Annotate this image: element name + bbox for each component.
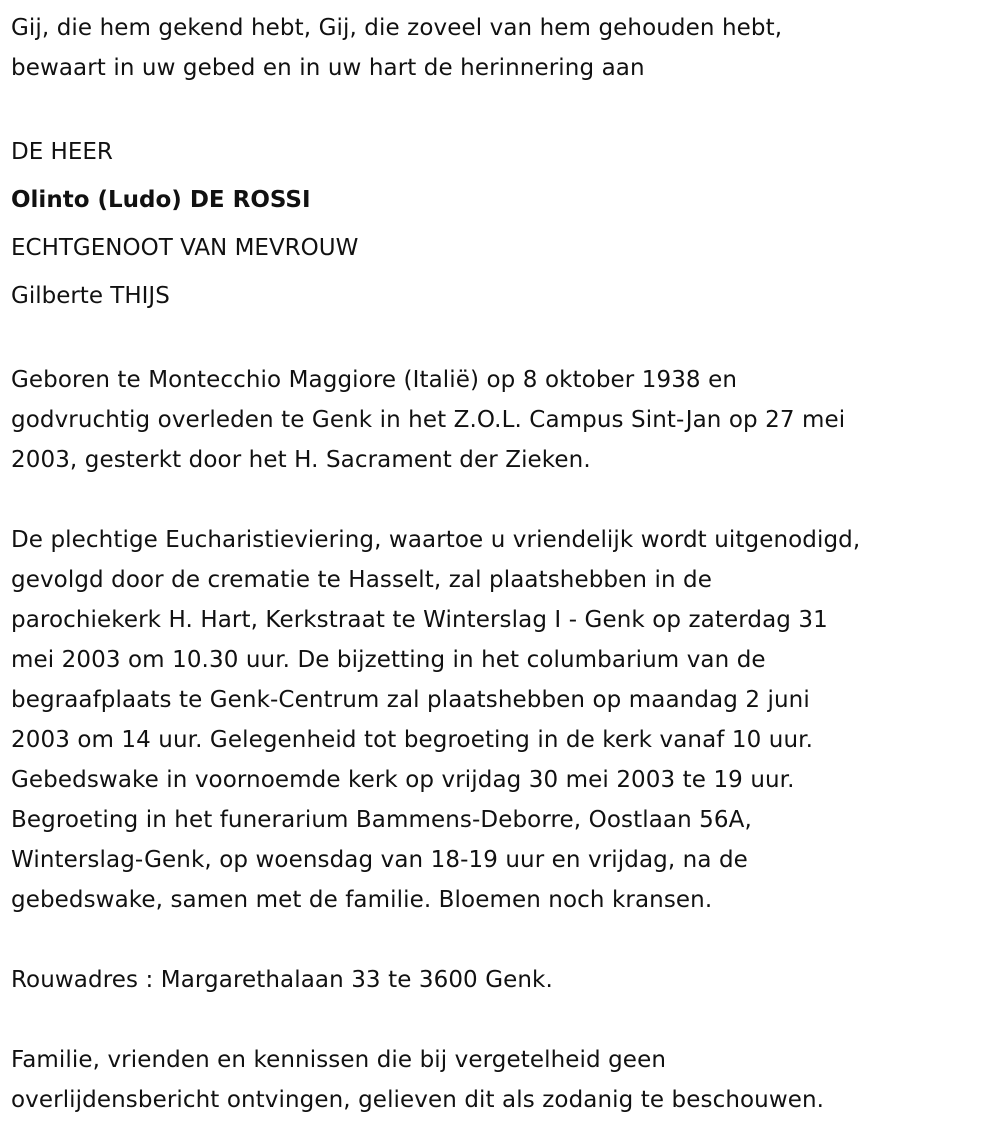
intro-paragraph: Gij, die hem gekend hebt, Gij, die zoveel van hem gehouden hebt, bewaart in uw gebed en in uw hart de herinnering aan: [11, 15, 783, 81]
ceremony-paragraph: De plechtige Eucharistieviering, waartoe u vriendelijk wordt uitgenodigd, gevolgd door de crematie te Hasselt, zal plaatshebben in de parochiekerk H. Hart, Kerkstraat te Winterslag I - Genk op zaterdag 31 mei 2003 om 10.30 uur. De bijzetting in het columbarium van de begraafplaats te Genk-Centrum zal plaatshebben op maandag 2 juni 2003 om 14 uur. Gelegenheid tot begroeting in de kerk vanaf 10 uur. Gebedswake in voornoemde kerk op vrijdag 30 mei 2003 te 19 uur. Begroeting in het funerarium Bammens-Deborre, Oostlaan 56A, Winterslag-Genk, op woensdag van 18-19 uur en vrijdag, na de gebedswake, samen met de familie. Bloemen noch kransen.: [11, 527, 861, 913]
birth-death-paragraph: Geboren te Montecchio Maggiore (Italië) op 8 oktober 1938 en godvruchtig overleden te Genk in het Z.O.L. Campus Sint-Jan op 27 mei 2003, gesterkt door het H. Sacrament der Zieken.: [11, 367, 846, 473]
spouse-name: Gilberte THIJS: [11, 283, 170, 309]
spouse-title: ECHTGENOOT VAN MEVROUW: [11, 235, 359, 261]
honorific-title: DE HEER: [11, 139, 113, 165]
mourning-address: Rouwadres : Margarethalaan 33 te 3600 Genk.: [11, 967, 553, 993]
obituary-document: [11, 8, 991, 1120]
notice-paragraph: Familie, vrienden en kennissen die bij vergetelheid geen overlijdensbericht ontvingen, gelieven dit als zodanig te beschouwen.: [11, 1047, 825, 1113]
deceased-name: Olinto (Ludo) DE ROSSI: [11, 187, 311, 213]
